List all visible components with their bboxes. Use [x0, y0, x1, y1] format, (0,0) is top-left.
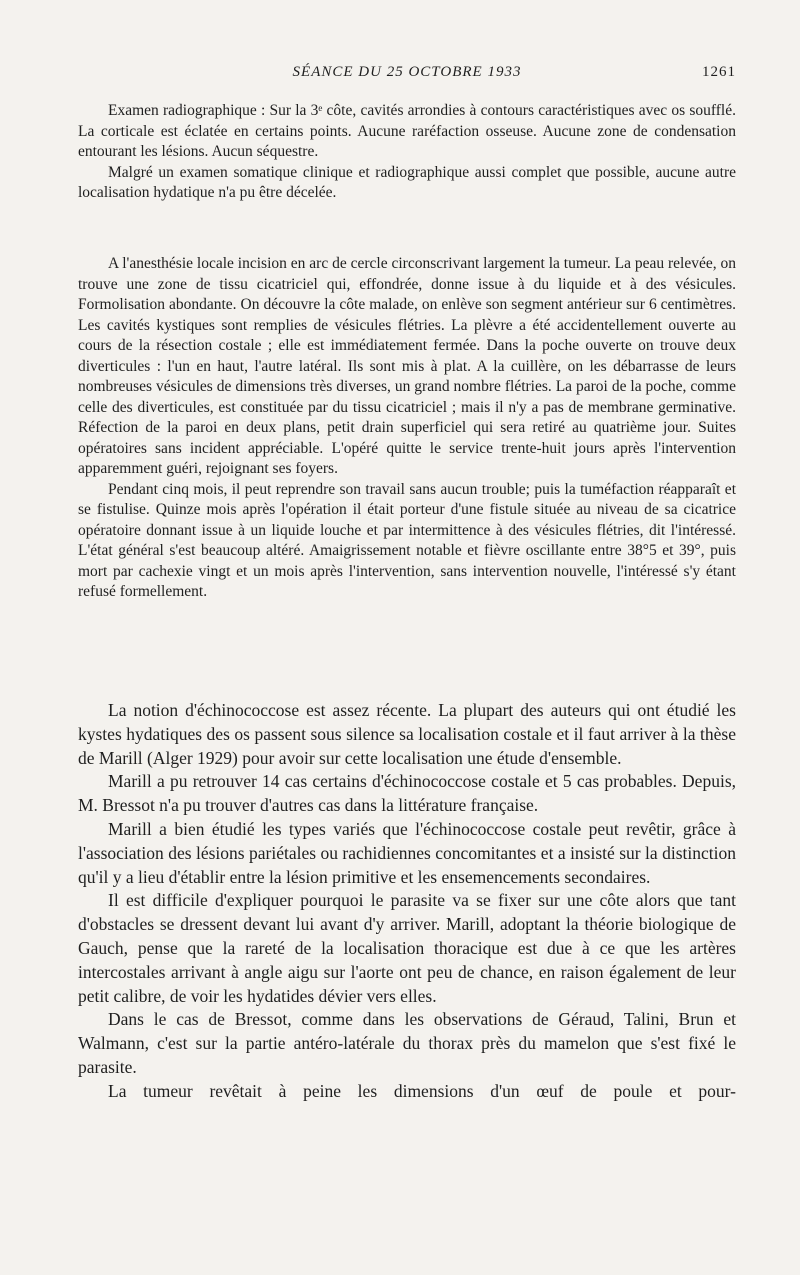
paragraph: Dans le cas de Bressot, comme dans les observations de Géraud, Talini, Brun et Walmann, c'est sur la partie antéro-latérale du thorax près du mamelon que s'est fixé le parasite.: [78, 1009, 736, 1077]
paragraph: A l'anesthésie locale incision en arc de cercle circonscrivant largement la tumeur. La peau relevée, on trouve une zone de tissu cicatriciel qui, effondrée, donne issue à du liquide et à des vésicules. Formolisation abondante. On découvre la côte malade, on enlève son segment antérieur sur 6 centimètres. Les cavités kystiques sont remplies de vésicules flétries. La plèvre a été accidentellement ouverte au cours de la résection costale ; elle est immédiatement fermée. Dans la poche ouverte on trouve deux diverticules : l'un en haut, l'autre latéral. Ils sont mis à plat. A la cuillère, on les débarrasse de leurs nombreuses vésicules de dimensions très diverses, un grand nombre flétries. La paroi de la poche, comme celle des diverticules, est constituée par du tissu cicatriciel ; mais il n'y a pas de membrane germinative. Réfection de la paroi en deux plans, petit drain superficiel qui sera retiré au quatrième jour. Suites opératoires sans incident appréciable. L'opéré quitte le service trente-huit jours après l'intervention apparemment guéri, rejoignant ses foyers.: [78, 255, 736, 477]
paragraph-continued: La tumeur revêtait à peine les dimensions d'un œuf de poule et pour-: [108, 1080, 736, 1101]
paragraph: Marill a bien étudié les types variés que l'échinococcose costale peut revêtir, grâce à l'association des lésions pariétales ou rachidiennes concomitantes et a insisté sur la distinction qu'il y a lieu d'établir entre la lésion primitive et les ensemencements secondaires.: [78, 818, 736, 887]
operation-section: [78, 254, 736, 603]
header-title: SÉANCE DU 25 OCTOBRE 1933: [292, 64, 522, 80]
paragraph: Marill a pu retrouver 14 cas certains d'échinococcose costale et 5 cas probables. Depuis, M. Bressot n'a pu trouver d'autres cas dans la littérature française.: [78, 771, 736, 816]
paragraph: Pendant cinq mois, il peut reprendre son travail sans aucun trouble; puis la tuméfaction réapparaît et se fistulise. Quinze mois après l'opération il était porteur d'une fistule située au niveau de sa cicatrice opératoire donnant issue à un liquide louche et par intermittence à des vésicules flétries, dit l'intéressé. L'état général s'est beaucoup altéré. Amaigrissement notable et fièvre oscillante entre 38°5 et 39°, puis mort par cachexie vingt et un mois après l'intervention, sans intervention nouvelle, l'intéressé s'y étant refusé formellement.: [78, 480, 736, 600]
paragraph: Malgré un examen somatique clinique et radiographique aussi complet que possible, aucune autre localisation hydatique n'a pu être décelée.: [78, 163, 736, 201]
paragraph: La notion d'échinococcose est assez récente. La plupart des auteurs qui ont étudié les kystes hydatiques des os passent sous silence sa localisation costale et il faut arriver à la thèse de Marill (Alger 1929) pour avoir sur cette localisation une étude d'ensemble.: [78, 700, 736, 768]
radiography-section: [78, 101, 736, 204]
page-number: 1261: [702, 64, 736, 80]
paragraph: Examen radiographique : Sur la 3ᵉ côte, cavités arrondies à contours caractéristiques avec os soufflé. La corticale est éclatée en certains points. Aucune raréfaction osseuse. Aucune zone de condensation entourant les lésions. Aucun séquestre.: [78, 102, 736, 160]
discussion-section: [78, 699, 736, 1104]
running-header: [78, 64, 736, 86]
paragraph: Il est difficile d'expliquer pourquoi le parasite va se fixer sur une côte alors que tant d'obstacles se dressent devant lui avant d'y arriver. Marill, adoptant la théorie biologique de Gauch, pense que la rareté de la localisation thoracique est due à ce que les artères intercostales arrivant à angle aigu sur l'aorte ont peu de chance, en raison également de leur petit calibre, de voir les hydatides dévier vers elles.: [78, 890, 736, 1006]
